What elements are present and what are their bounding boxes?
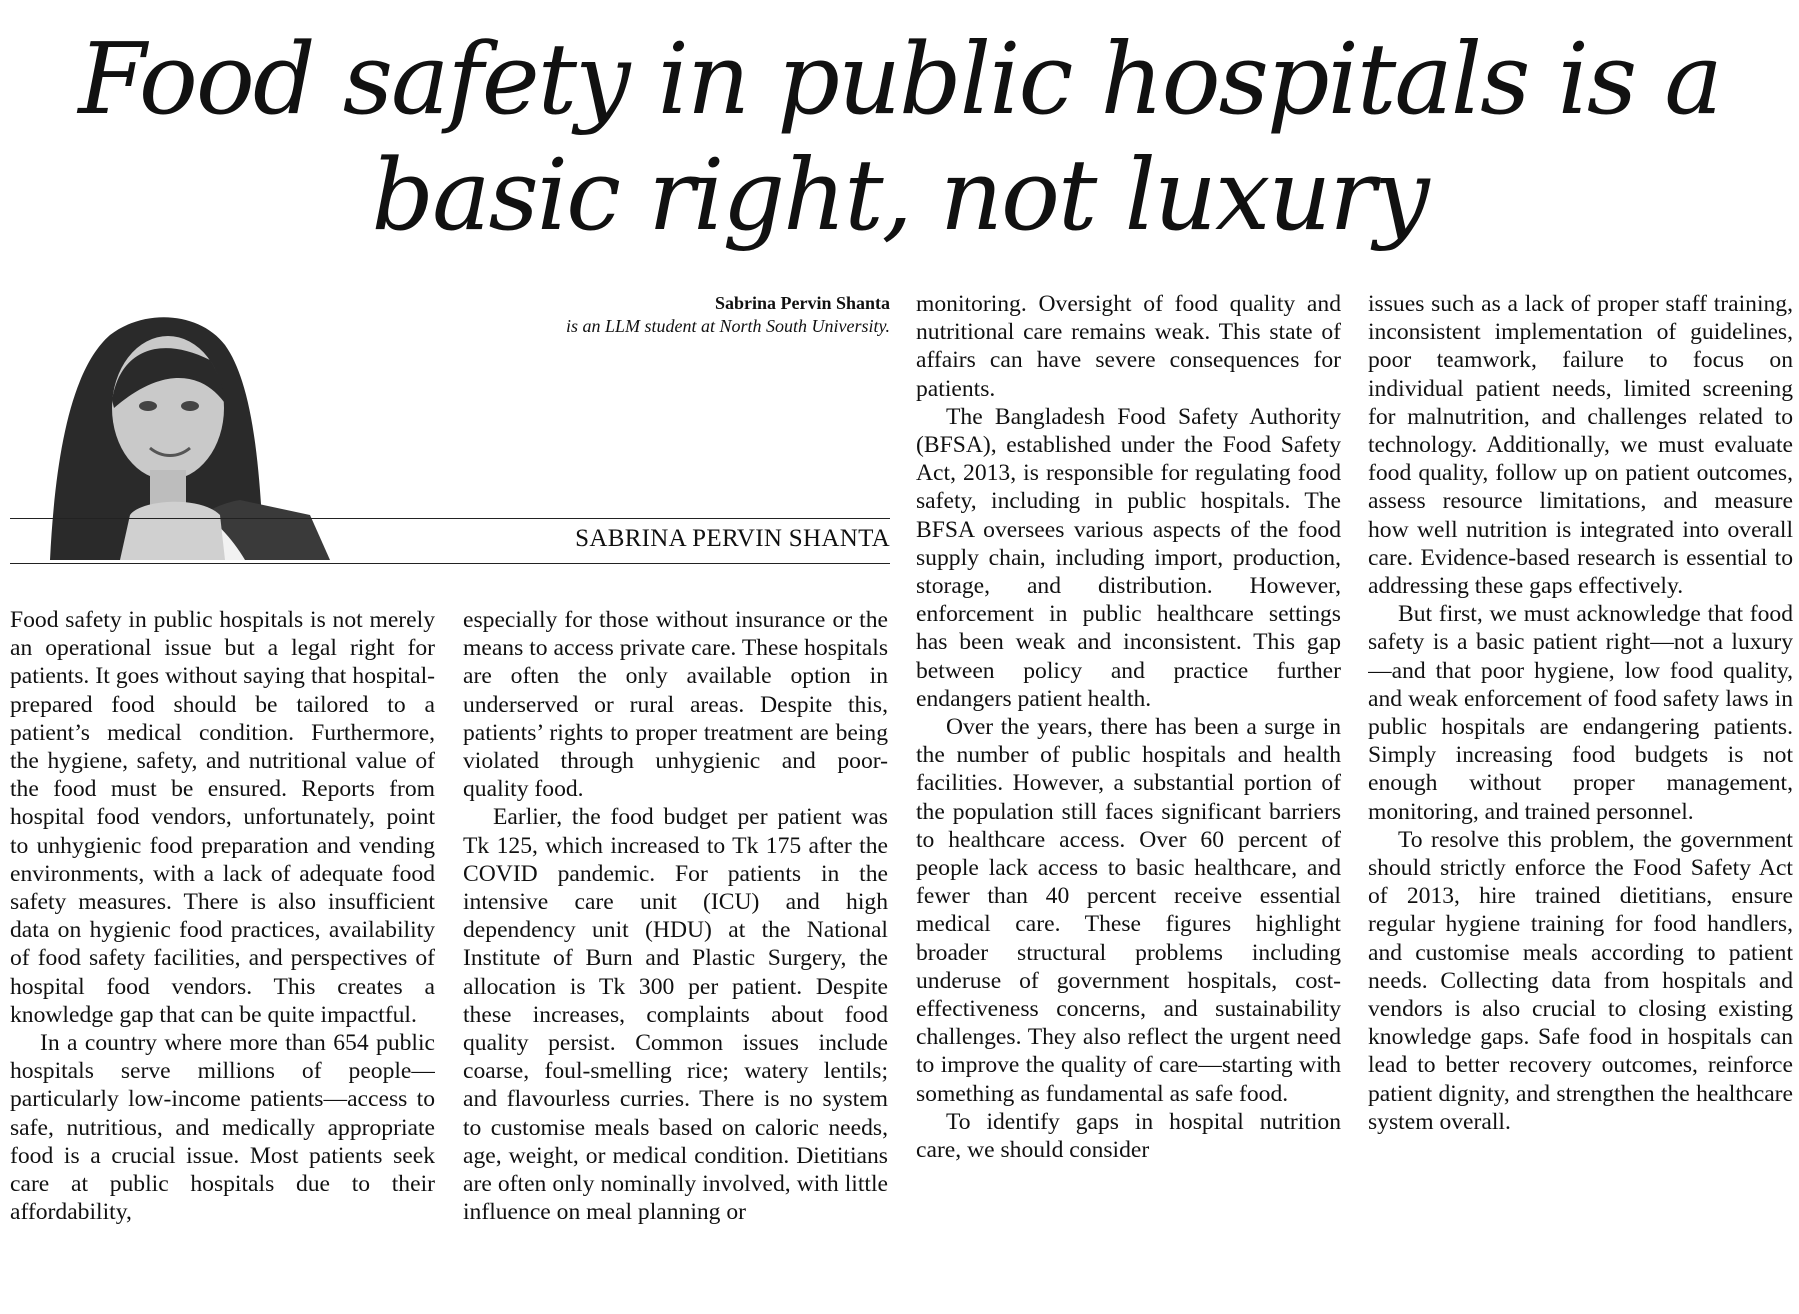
paragraph: issues such as a lack of proper staff training, inconsistent implementation of guidelines, poor teamwork, failure to focus on individual patient needs, limited screening for malnutrition, and challenges related to technology. Additionally, we must evaluate food quality, follow up on patient outcomes, assess resource limitations, and measure how well nutrition is integrated into overall care. Evidence-based research is essential to addressing these gaps effectively. [1368,291,1793,600]
paragraph: To resolve this problem, the government should strictly enforce the Food Safety Act of 2013, hire trained dietitians, ensure regular hygiene training for food handlers, and customise meals according to patient needs. Collecting data from hospitals and vendors is also crucial to closing existing knowledge gaps. Safe food in hospitals can lead to better recovery outcomes, reinforce patient dignity, and strengthen the healthcare system overall. [1368,826,1793,1135]
paragraph: Earlier, the food budget per patient was Tk 125, which increased to Tk 175 after the COVID pandemic. For patients in the intensive care unit (ICU) and high dependency unit (HDU) at the National Institute of Burn and Plastic Surgery, the allocation is Tk 300 per patient. Despite these increases, complaints about food quality persist. Common issues include coarse, foul-smelling rice; watery lentils; and flavourless curries. There is no system to customise meals based on caloric needs, age, weight, or medical condition. Dietitians are often only nominally involved, with little influence on meal planning or [463,804,888,1226]
paragraph: especially for those without insurance or the means to access private care. These hospitals are often the only available option in underserved or rural areas. Despite this, patients’ rights to proper treatment are being violated through unhygienic and poor-quality food. [463,607,888,803]
author-photo-block [10,280,890,565]
article-column-1 [10,606,435,1306]
photo-caption: SABRINA PERVIN SHANTA [575,525,890,552]
caption-top-rule [10,518,890,519]
paragraph: In a country where more than 654 public hospitals serve millions of people—particularly low-income patients—access to safe, nutritious, and medically appropriate food is a crucial issue. Most patients seek care at public hospitals due to their affordability, [10,1030,435,1226]
paragraph: But first, we must acknowledge that food safety is a basic patient right—not a luxury—and that poor hygiene, low food quality, and weak enforcement of food safety laws in public hospitals are endangering patients. Simply increasing food budgets is not enough without proper management, monitoring, and trained personnel. [1368,601,1793,825]
article-column-3 [916,290,1341,1306]
paragraph: Food safety in public hospitals is not merely an operational issue but a legal right for patients. It goes without saying that hospital-prepared food should be tailored to a patient’s medical condition. Furthermore, the hygiene, safety, and nutritional value of the food must be ensured. Reports from hospital food vendors, unfortunately, point to unhygienic food preparation and vending environments, with a lack of adequate food safety measures. There is also insufficient data on hygienic food practices, availability of food safety facilities, and perspectives of hospital food vendors. This creates a knowledge gap that can be quite impactful. [10,607,435,1028]
paragraph: monitoring. Oversight of food quality and nutritional care remains weak. This state of affairs can have severe consequences for patients. [916,291,1341,402]
headline: Food safety in public hospitals is a basic right, not luxury [78,23,1721,253]
author-portrait [10,290,330,560]
caption-bottom-rule [10,563,890,564]
article-column-4 [1368,290,1793,1306]
article-column-2 [463,606,888,1306]
author-bio: is an LLM student at North South University. [565,316,890,336]
paragraph: The Bangladesh Food Safety Authority (BFSA), established under the Food Safety Act, 2013, is responsible for regulating food safety, including in public hospitals. The BFSA oversees various aspects of the food supply chain, including import, production, storage, and distribution. However, enforcement in public healthcare settings has been weak and inconsistent. This gap between policy and practice further endangers patient health. [916,403,1341,712]
author-name: Sabrina Pervin Shanta [714,293,890,313]
paragraph: Over the years, there has been a surge in the number of public hospitals and health facilities. However, a substantial portion of the population still faces significant barriers to healthcare access. Over 60 percent of people lack access to basic healthcare, and fewer than 40 percent receive essential medical care. These figures highlight broader structural problems including underuse of government hospitals, cost-effectiveness concerns, and sustainability challenges. They also reflect the urgent need to improve the quality of care—starting with something as fundamental as safe food. [916,714,1341,1107]
paragraph: To identify gaps in hospital nutrition care, we should consider [916,1108,1341,1164]
author-credit [566,292,890,338]
